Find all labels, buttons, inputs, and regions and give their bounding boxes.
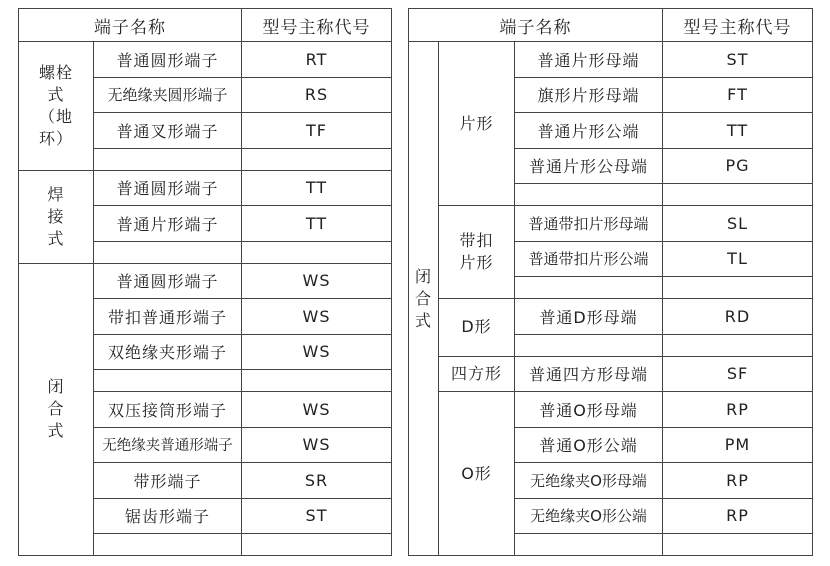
terminal-code: RT — [242, 42, 392, 78]
terminal-code — [242, 241, 392, 263]
terminal-code: SR — [242, 463, 392, 499]
terminal-code: TT — [242, 170, 392, 206]
left-header-code: 型号主称代号 — [242, 9, 392, 42]
left-terminal-table — [18, 8, 392, 556]
terminal-name: 普通叉形端子 — [94, 113, 242, 149]
terminal-name: 普通O形公端 — [515, 427, 663, 463]
terminal-name: 普通带扣片形母端 — [515, 206, 663, 242]
terminal-name: 普通带扣片形公端 — [515, 241, 663, 277]
terminal-code: RP — [663, 463, 813, 499]
left-header-row — [19, 9, 392, 42]
terminal-name: 普通片形公母端 — [515, 148, 663, 184]
terminal-name: 无绝缘夹普通形端子 — [94, 427, 242, 463]
terminal-name: 双绝缘夹形端子 — [94, 334, 242, 370]
right-category-label — [409, 42, 439, 556]
terminal-name: 普通D形母端 — [515, 299, 663, 335]
terminal-code: WS — [242, 427, 392, 463]
terminal-code: PM — [663, 427, 813, 463]
terminal-code: PG — [663, 148, 813, 184]
terminal-name: 无绝缘夹O形公端 — [515, 498, 663, 534]
group-label-text: 闭合式 — [47, 377, 65, 441]
terminal-code: WS — [242, 263, 392, 299]
table-row — [409, 356, 813, 392]
terminal-name: 普通片形公端 — [515, 113, 663, 149]
terminal-code: WS — [242, 334, 392, 370]
table-row — [409, 42, 813, 78]
terminal-code: FT — [663, 77, 813, 113]
terminal-code — [242, 370, 392, 392]
terminal-code: TL — [663, 241, 813, 277]
terminal-code — [663, 534, 813, 556]
terminal-name: 无绝缘夹圆形端子 — [94, 77, 242, 113]
terminal-name: 普通圆形端子 — [94, 170, 242, 206]
terminal-name: 普通片形母端 — [515, 42, 663, 78]
table-row — [409, 299, 813, 335]
terminal-code: TF — [242, 113, 392, 149]
terminal-name: 普通四方形母端 — [515, 356, 663, 392]
table-row — [19, 42, 392, 78]
left-group-label-0 — [19, 42, 94, 171]
terminal-code — [242, 534, 392, 556]
terminal-name — [515, 534, 663, 556]
group-label-text: 焊接式 — [47, 184, 65, 248]
terminal-name: 普通圆形端子 — [94, 263, 242, 299]
terminal-code: RD — [663, 299, 813, 335]
terminal-name — [94, 370, 242, 392]
terminal-name — [94, 148, 242, 170]
right-group-label-0: 片形 — [439, 42, 515, 206]
terminal-code — [242, 148, 392, 170]
left-header-name: 端子名称 — [19, 9, 242, 42]
terminal-code: ST — [242, 498, 392, 534]
right-group-label-1 — [439, 206, 515, 299]
left-group-label-1 — [19, 170, 94, 263]
terminal-code: TT — [242, 206, 392, 242]
terminal-code: RP — [663, 498, 813, 534]
table-row — [19, 170, 392, 206]
table-row — [19, 263, 392, 299]
group-label-text: 带扣片形 — [459, 231, 494, 272]
terminal-name: 锯齿形端子 — [94, 498, 242, 534]
table-row — [409, 392, 813, 428]
terminal-code: TT — [663, 113, 813, 149]
terminal-name: 无绝缘夹O形母端 — [515, 463, 663, 499]
terminal-code: SL — [663, 206, 813, 242]
terminal-name — [515, 277, 663, 299]
terminal-code — [663, 184, 813, 206]
category-label-text: 闭合式 — [414, 266, 432, 330]
terminal-name — [515, 184, 663, 206]
terminal-name: 旗形片形母端 — [515, 77, 663, 113]
right-terminal-table — [408, 8, 813, 556]
right-header-name: 端子名称 — [409, 9, 663, 42]
right-group-label-3: 四方形 — [439, 356, 515, 392]
right-group-label-4: O形 — [439, 392, 515, 556]
terminal-name: 普通O形母端 — [515, 392, 663, 428]
terminal-name: 带形端子 — [94, 463, 242, 499]
left-group-label-2 — [19, 263, 94, 556]
terminal-code: ST — [663, 42, 813, 78]
terminal-code: SF — [663, 356, 813, 392]
right-group-label-2: D形 — [439, 299, 515, 357]
right-header-code: 型号主称代号 — [663, 9, 813, 42]
terminal-name — [515, 334, 663, 356]
terminal-name: 普通片形端子 — [94, 206, 242, 242]
table-row — [409, 206, 813, 242]
terminal-name — [94, 241, 242, 263]
terminal-code: RS — [242, 77, 392, 113]
terminal-name: 带扣普通形端子 — [94, 299, 242, 335]
group-label-text: 螺栓式（地环） — [38, 62, 73, 148]
terminal-name: 普通圆形端子 — [94, 42, 242, 78]
terminal-code: RP — [663, 392, 813, 428]
right-header-row — [409, 9, 813, 42]
terminal-code: WS — [242, 299, 392, 335]
terminal-name: 双压接筒形端子 — [94, 392, 242, 428]
terminal-code — [663, 334, 813, 356]
terminal-code — [663, 277, 813, 299]
terminal-code: WS — [242, 392, 392, 428]
terminal-name — [94, 534, 242, 556]
